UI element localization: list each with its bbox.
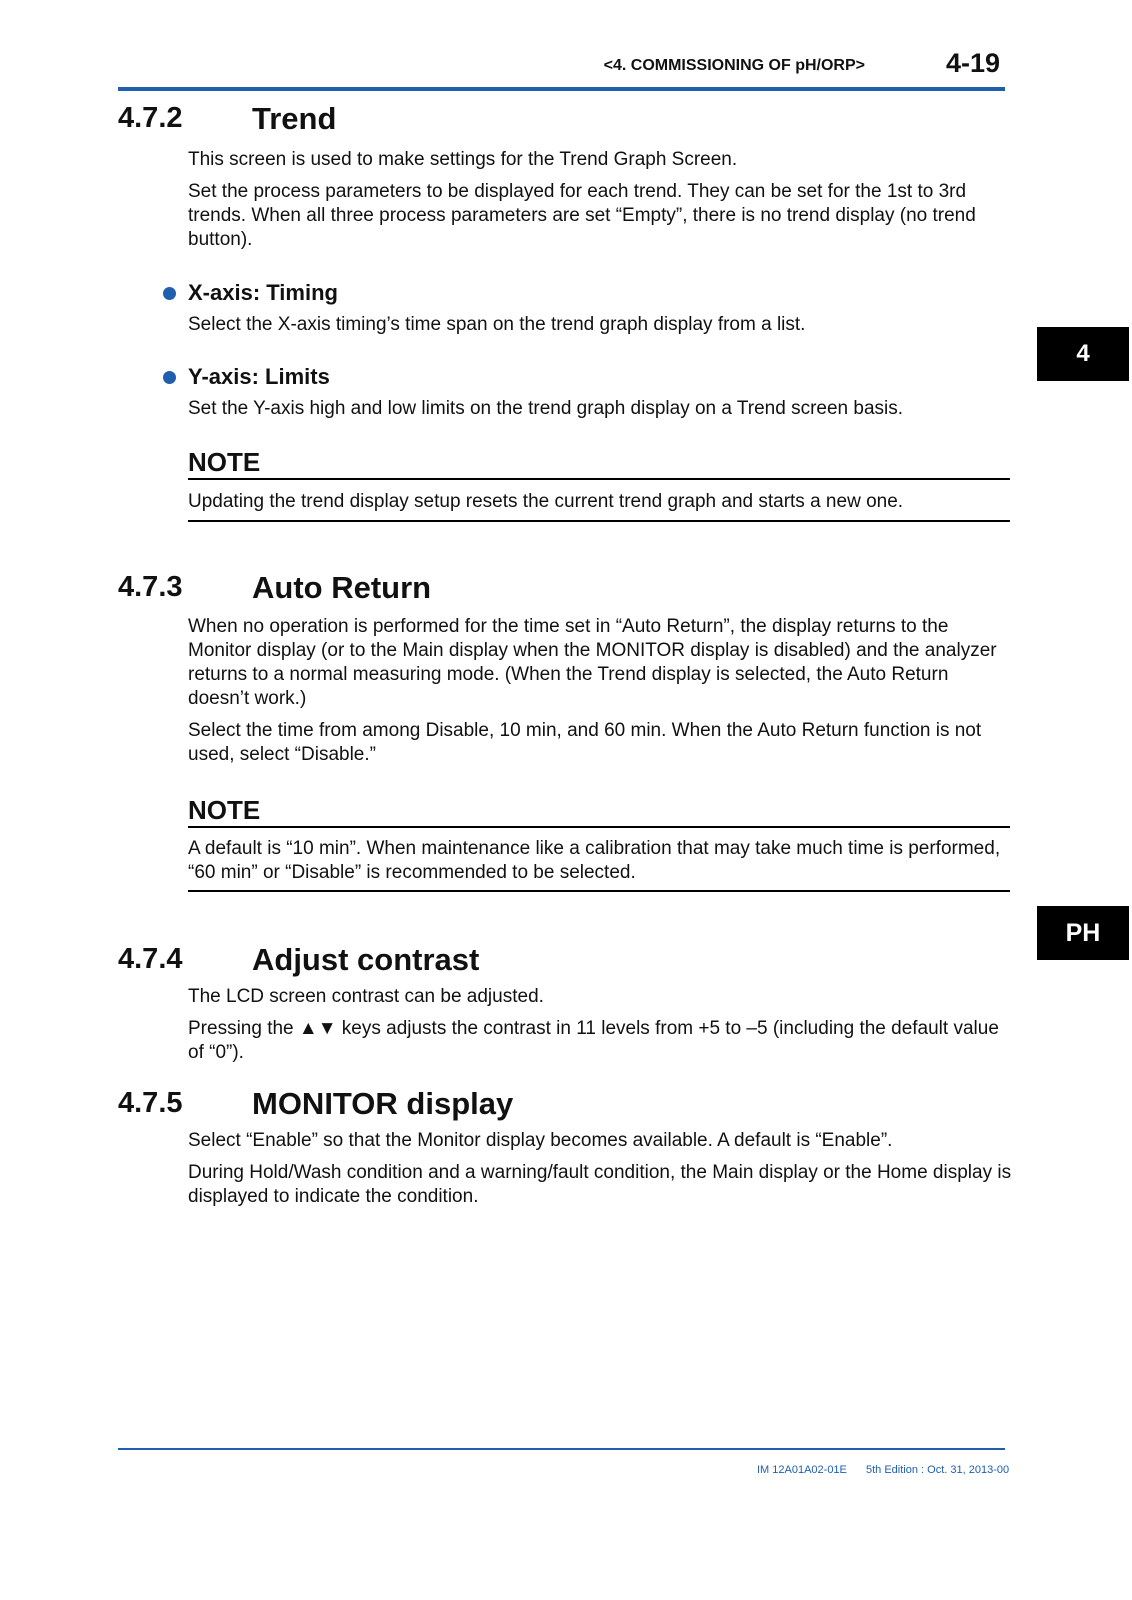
paragraph: When no operation is performed for the time set in “Auto Return”, the display returns to the Monitor display (or to the Main display when the MONITOR display is disabled) and the analyzer returns to a normal measuring mode. (When the Trend display is selected, the Auto Return doesn’t work.) xyxy=(188,616,997,709)
paragraph: Select the X-axis timing’s time span on the trend graph display from a list. xyxy=(188,314,806,335)
bullet-icon xyxy=(163,287,176,300)
paragraph: Set the Y-axis high and low limits on the trend graph display on a Trend screen basis. xyxy=(188,398,904,419)
footer-edition: 5th Edition : Oct. 31, 2013-00 xyxy=(866,1464,1010,1476)
bullet-title-x-axis: X-axis: Timing xyxy=(188,280,338,305)
paragraph: Select the time from among Disable, 10 min, and 60 min. When the Auto Return function is not used, select “Disable.” xyxy=(188,720,982,765)
paragraph: Set the process parameters to be displayed for each trend. They can be set for the 1st to 3rd trends. When all three process parameters are set “Empty”, there is no trend display (no trend button). xyxy=(188,181,976,250)
note-heading: NOTE xyxy=(188,795,261,825)
paragraph: During Hold/Wash condition and a warning/fault condition, the Main display or the Home display is displayed to indicate the condition. xyxy=(188,1162,1012,1207)
header-chapter-title: <4. COMMISSIONING OF pH/ORP> xyxy=(603,57,865,74)
section-tab: PH xyxy=(1037,906,1129,960)
note-bottom-rule xyxy=(188,520,1010,522)
note-heading: NOTE xyxy=(188,447,261,477)
note-bottom-rule xyxy=(188,890,1010,892)
section-title-auto-return: Auto Return xyxy=(252,570,432,605)
section-number-auto-return: 4.7.3 xyxy=(118,571,183,603)
paragraph: Pressing the ▲▼ keys adjusts the contrast in 11 levels from +5 to –5 (including the default value of “0”). xyxy=(188,1018,999,1063)
note-top-rule xyxy=(188,478,1010,480)
footer-divider xyxy=(118,1448,1005,1450)
bullet-icon xyxy=(163,371,176,384)
note-top-rule xyxy=(188,826,1010,828)
footer-doc-number: IM 12A01A02-01E xyxy=(757,1464,847,1476)
chapter-tab: 4 xyxy=(1037,327,1129,381)
bullet-title-y-axis: Y-axis: Limits xyxy=(188,364,330,389)
section-title-adjust-contrast: Adjust contrast xyxy=(252,942,480,977)
page-number: 4-19 xyxy=(945,48,1000,78)
section-number-monitor-display: 4.7.5 xyxy=(118,1087,183,1119)
section-number-adjust-contrast: 4.7.4 xyxy=(118,943,183,975)
note-text: Updating the trend display setup resets the current trend graph and starts a new one. xyxy=(188,491,904,512)
note-text: A default is “10 min”. When maintenance like a calibration that may take much time is performed, “60 min” or “Disable” is recommended to be selected. xyxy=(188,838,1001,883)
paragraph: Select “Enable” so that the Monitor display becomes available. A default is “Enable”. xyxy=(188,1130,893,1151)
paragraph: The LCD screen contrast can be adjusted. xyxy=(188,986,544,1007)
header-divider xyxy=(118,87,1005,91)
section-title-monitor-display: MONITOR display xyxy=(252,1086,514,1121)
section-number-trend: 4.7.2 xyxy=(118,102,183,134)
paragraph: This screen is used to make settings for the Trend Graph Screen. xyxy=(188,149,738,170)
section-title-trend: Trend xyxy=(252,101,337,136)
